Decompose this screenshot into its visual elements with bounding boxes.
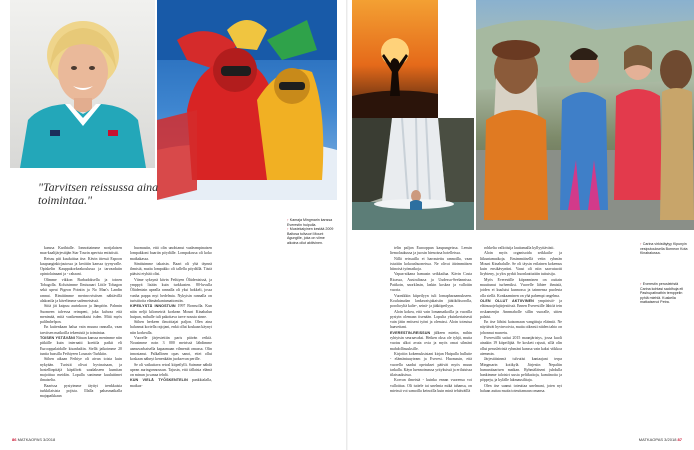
portrait-illustration	[10, 0, 155, 168]
paragraph-text: Aloin kokea, että vain lomamatkoilla ja vuorilla pystyin olemaan itsenään. Lopulta yksinkertaisesti vain jätin entiseni työni ja olemissi. Aloin toteutua haaveitani.	[390, 309, 472, 330]
body-paragraph	[130, 278, 212, 304]
page-number-right: 87	[677, 437, 682, 442]
folio-label-right: MATKAOPAS 3/2018	[638, 437, 677, 442]
paragraph-lead-in: TOISEN YSTÄVÄNI	[40, 336, 75, 341]
body-paragraph	[390, 257, 472, 273]
body-paragraph	[130, 378, 212, 389]
body-paragraph	[480, 384, 562, 395]
paragraph-text: Olen itse saanut toteuttaa unelmani, joten nyt haluan auttaa muita toteuttamaan omansa.	[480, 383, 562, 394]
body-paragraph	[390, 246, 472, 257]
paragraph-lead-in: OLEN OLLUT AKTIIVINEN	[480, 298, 534, 303]
paragraph-text: Baarissa pystyimme täyttyi trenkkaisia turkkilaisista pojista. Illalla pahasmatkalla majapaikkaan	[40, 383, 122, 399]
summit-illustration	[157, 0, 337, 200]
everest-summit-photo	[157, 0, 337, 200]
body-paragraph	[480, 320, 562, 336]
waterfall-photo	[352, 118, 474, 230]
page-number-left: 86	[12, 437, 17, 442]
paragraph-text: Säntäsimme takaisin. Baari oli yhä täynnä ihmisiä, mutta lompakko oli tallella pöydällä. Tästä pääsisi etyhää olisi.	[130, 261, 212, 277]
paragraph-text: Everestillä sattui 2015 maanjäristys, jossa kuoli ainakin 19 kiipeilijää. Se koskett rajusti, sillä olin ollut perusleiristä ryhmäni kanssa vain kaksi viikkoa aiemmin.	[480, 336, 562, 356]
paragraph-text: Viime syksynä kävin Fethiyen Ölüdenizissä, ja ymppyä lisään kuin turkkusten. 80-luvulla Ölüdenizin upealla rannalla oli yksi hokkeli, jossa vanha pappa myi hedelmia. Nykyisin rannalla on turistitoita elämänkantamattomiin.	[130, 277, 212, 303]
body-paragraph	[40, 246, 122, 257]
paragraph-text: Vuorelle järjestettiin paris päivän retkiä. Nousimme noin 3 000 metrissä lähdimme aamuvarhaisella kapaamaan vilmentä omassa. Olin innostanut. Palkallinen opas sanoi, ettei ollut koskaan nähnyt kenenkään juoksevan perille.	[130, 336, 212, 362]
body-paragraph	[130, 363, 212, 379]
body-paragraph	[40, 257, 122, 278]
caption-text: Everestin perusleiristä Carina kohtasi saddhuja eli Pashupatinathin temppelin pyhiä miehiä. Kuskella matkaisenoi Petra.	[640, 282, 684, 305]
body-column-1	[40, 246, 122, 434]
paragraph-text: jälkeen mietin, mihin ryhtyisin seuraavaksi. Hetken oksa ole tyhjä, mutta vuotas alkoi avata ovia ja myös omat silmäni mahdollisuuksille.	[390, 330, 472, 351]
body-column-3	[390, 246, 472, 434]
body-paragraph	[480, 336, 562, 357]
paragraph-text: Siitä jäi kaipuu aurinkoon ja lämpöön. Palnnin Suomeen talvessa reimpeni, joka kahvaa että menimää, mitä vastkemmäkaisi isden. Mitä myös palilmhelpon.	[40, 304, 122, 325]
paragraph-text: Nillä reissuilla ei harrastettu rannoilla, vaan istuttiin kokoushuoneissa. Ne olivat äärimmäisen hiinoisä työmatkoja.	[390, 256, 472, 272]
caption-text: Carina virkistäytyy Kipunyin vesiputouksella Borneon Kota Kinabalussa.	[640, 242, 688, 256]
page-gutter	[346, 0, 348, 450]
paragraph-text: telin paljon Eurooppan kaupungeissa. Lensin liemolaukussa ja juoxin hienoissa hotelleissa.	[390, 246, 472, 256]
body-paragraph	[390, 378, 472, 394]
body-paragraph	[40, 304, 122, 325]
paragraph-text: Olimme vikkon Barbadoksella ja toinen Tobagolla. Koluisimme Ilmisaaart Little Tobagon sekä upeat Pigeon Pointin ja No Man's Landin rannat. Rimittimme merinrovisitsen nähtävillä alakonila ja kävelimme sademetsässä.	[40, 277, 122, 303]
paragraph-text: Siihen aikaan Fethiye oli aivan toista kuin nykyään. Turistit olivat hyvinaisaan, ja hostellinpitäjä käpälivät saadakseen kumitan majoittua meidän. Lopulla sanimme kuuluttimet ihnaiselta.	[40, 357, 122, 383]
caption-waterfall	[640, 242, 688, 256]
paragraph-text: Myös Everestille kiipeaminen on outtain muuttunut turhemiksi. Vuorelle lähtee ihmisiä, joiden ei kuuluisi kunnossa ja tainnensa puolesta olla siellä. Konkaaminen on yhä pahempi ongelma.	[480, 277, 562, 298]
caption-sadhus	[640, 282, 688, 305]
paragraph-text: Järjestäisinmä tulvutisi kantaajani terpa Mingmarin kotikylä. Järjestin Nepaliin humanitaarisen matkan. Ryhmäläiseni juhdulla hankimme talotsirt uusta peltikattoja, kamiinoita ja pöppeju, ja kylälle lakmausilitaja.	[480, 357, 562, 383]
body-paragraph	[130, 336, 212, 362]
paragraph-text: En kuitenkaan halua vain muuna rannalla, vaan tarvitsen matkoilla tekemistä ja toimintaa.	[40, 325, 122, 335]
paragraph-text: Se oli vaikuttava retosl kiipeilylli. Saimme nähdä upean auringonnousun. Tajusin, että tällaista elämä on minun ja sanaa tehdä.	[130, 362, 212, 378]
paragraph-lead-in: EVERESTIN-REISSUN	[390, 330, 431, 335]
waterfall-illustration	[352, 118, 474, 230]
body-paragraph	[40, 384, 122, 400]
paragraph-text: Aloin myös organisoida seikkailu- ja liikuntamatkoja. Ensimmäisellä veiin ryhmän Mount Kinabalulle. Se oli täysin erilainen kokemus kuin ensikävyntini. Vaast oli niin saavutuotti liryhteny, ja ylos pyrkii huonlaattuttiin tuttuisiju.	[480, 251, 562, 277]
caption-marker: ↑	[640, 282, 642, 286]
portrait-photo	[10, 0, 155, 168]
sunset-silhouette-photo	[352, 0, 438, 118]
body-paragraph	[390, 331, 472, 352]
sadhus-group-photo	[476, 0, 694, 230]
paragraph-text: huomasiin, että olin unohtanut vaaleampinaisen lompakkoni baariin pöydälle. Lompakossa oli koko matkakassa.	[130, 246, 212, 261]
caption-marker: ↑	[287, 227, 289, 232]
body-paragraph	[40, 278, 122, 304]
body-paragraph	[40, 357, 122, 383]
sadhus-illustration	[476, 0, 694, 230]
folio-label-left: MATKAOPAS 3/2018	[17, 437, 56, 442]
paragraph-text: Siihen herkeen ilmoittajat paljon. Olen aina halunnut kortella rajojani, enkä ollut koskaan käynyt niin korkealla.	[130, 320, 212, 335]
body-paragraph	[480, 299, 562, 320]
paragraph-text: Vapaa-aikana hamusin seikkailua. Kävin Costa Ricassa, Australiassa ja Uudessa-Seelannissa. Patikoin, snorklasin, laskin koskea ja valloitin vuoria.	[390, 272, 472, 293]
paragraph-text: Kirjoitin kokemuksistani kirjan Huipulla hullutte - elämäntuuyteam ja Everest. Huomasin, että vuorella saadut opetukset pätivät myös muun tarkalla. Käyn luennoimassa yrityksissä ja erilaisissa tilaisuuksissa.	[390, 351, 472, 378]
paragraph-text: pankkialalla, matkus-	[130, 378, 212, 388]
paragraph-text: 1997 Bornsolla. Kun näin neljä kilometriä korkean Mount Kinabalun huipun, mihulle tuli pakottava tarve nousta sinne.	[130, 304, 212, 319]
paragraph-lead-in: KIPEILYSTÄ INNOSTUIN	[130, 304, 176, 309]
pull-quote: "Tarvitsen reissussa aina toimintaa."	[38, 180, 159, 207]
paragraph-text: Korvan ilmeistä - kuinka ennan vuorensa voi valloittaa. Oli tuttele tai unelmia mikä tahansa, on mieissä voi samoilla keinoilla kuin minä tehtäväillä	[390, 378, 472, 394]
body-paragraph	[40, 325, 122, 336]
paragraph-text: Reissu piti kuuluittaa itse. Kävin ittessä Espoon kaupunginkirjastossa ja kerättin kanssa tyynyvalle. Opiskelin Kauppakorkeakoulussa ja tarvaadutin opintolainaani ja - rahaani.	[40, 256, 122, 277]
caption-marker: ↑	[640, 242, 642, 246]
caption-summit	[287, 218, 337, 246]
paragraph-text: ympäristö- ja eläinsuojelujärjestössä. Ennen Everestille lähtöä tein roskamenjin Annmaholle sillin vuoralle, sitten palaisi.	[480, 298, 562, 319]
caption-text: Kamaja Mingmarin kanssa Everestin huipulla.	[287, 218, 333, 227]
body-paragraph	[390, 352, 472, 378]
body-paragraph	[480, 278, 562, 299]
body-paragraph	[130, 320, 212, 336]
body-paragraph	[390, 310, 472, 331]
page-folio-right	[639, 437, 682, 442]
caption-marker: ↑	[287, 218, 289, 222]
paragraph-text: Vuonikkin kiipeilyyn tuli lomapharaamukseen. Koulutaudan lankavaisjakaisiin jäätiköksorolla, poroltoyltä kalte-, seinä- ja jääkiipeilyyn.	[390, 293, 472, 309]
body-paragraph	[480, 357, 562, 383]
body-paragraph	[480, 251, 562, 277]
paragraph-text: rohkelta valloitsija lauttamalla kyllyyttävästi.	[484, 246, 555, 250]
paragraph-text: kanssa Karihtalle. Ionnottaimme nortjalaisen maa-kaalijärjestäjän Star Tourin aperista entististä.	[40, 246, 122, 256]
paragraph-text: En itse lähtisi katsomaan vangittuja eläimiä. Ne näyttävät hyvinvoivia, mutta oikeasti niiden tahto on johonnut murretu.	[480, 320, 562, 335]
body-paragraph	[390, 294, 472, 310]
body-paragraph	[130, 246, 212, 262]
paragraph-text: Nituan kanssa menimme niin pitkälle kuin internatti koettila paikit eli Eurooppalaidalle kisanhaltin. Siellä jatkoimme 20 tuntia bussilla Fethiyeen Lounais-Turkkiin.	[40, 336, 122, 356]
sunset-illustration	[352, 0, 438, 118]
body-column-4	[480, 246, 562, 434]
body-paragraph	[130, 262, 212, 278]
body-paragraph	[390, 272, 472, 293]
caption-text: Mustekalyinen kestää 2009 Baltosa tulivuori Mount Agungille, joka on viime aikoina ollut aktiivinen.	[287, 227, 334, 245]
body-column-2	[130, 246, 212, 434]
body-paragraph	[40, 336, 122, 357]
paragraph-lead-in: KUN VIELÄ TYÖSKENTELIN	[130, 378, 188, 383]
page-folio-left	[12, 437, 55, 442]
body-paragraph	[130, 304, 212, 320]
